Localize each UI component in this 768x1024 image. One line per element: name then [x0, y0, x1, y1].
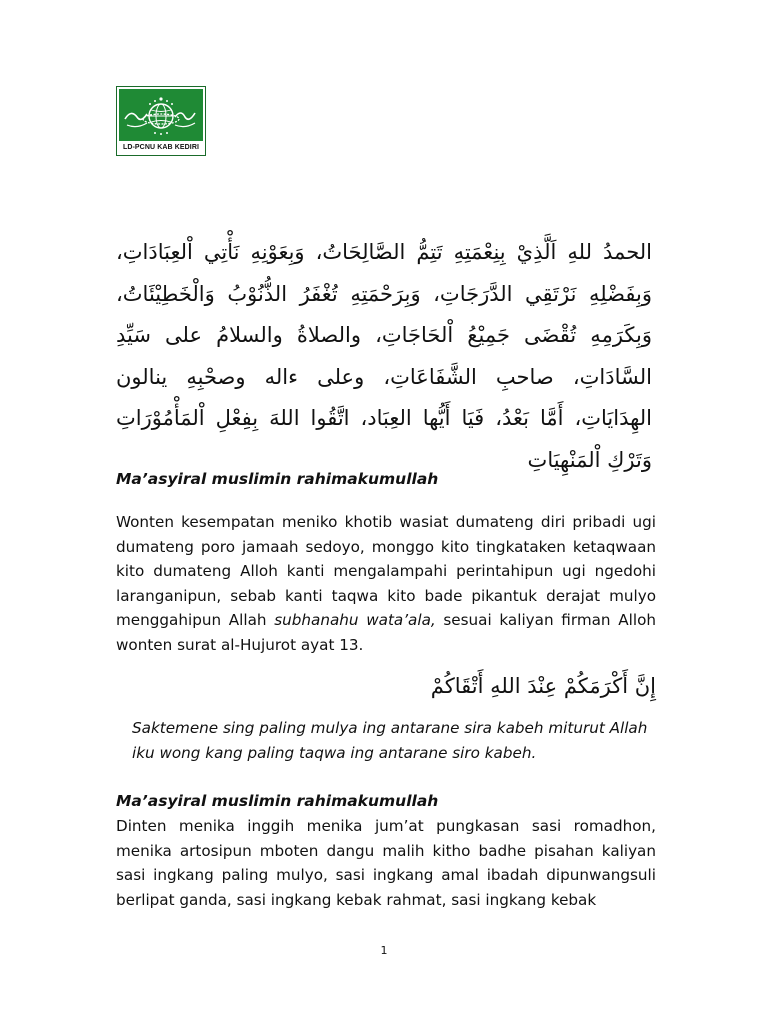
body-paragraph: Dinten menika inggih menika jum’at pungkasan sasi romadhon, menika artosipun mboten dangu malih kitho badhe pisahan kaliyan sasi ingkang paling mulyo, sasi ingkang amal ibadah dipunwangsuli berlipat ganda, sasi ingkang kebak rahmat, sasi ingkang kebak [116, 817, 656, 909]
page-number: 1 [380, 944, 388, 957]
body-paragraph [116, 510, 656, 657]
organization-logo [116, 86, 206, 156]
logo-emblem [119, 89, 203, 141]
section-heading: Ma’asyiral muslimin rahimakumullah [116, 792, 439, 810]
logo-caption: LD-PCNU KAB KEDIRI [122, 144, 200, 151]
paragraph-text: sesuai kaliyan firman Alloh wonten surat al-Hujurot ayat 13. [116, 611, 656, 654]
opening-prayer: الحمدُ للهِ اَلَّذِيْ بِنِعْمَتِهِ تَتِمُّ الصَّالِحَاتُ، وَبِعَوْنِهِ نَأْتِي اْلعِبَادَاتِ، وَبِفَضْلِهِ نَرْتَقِي الدَّرَجَاتِ، وَبِرَحْمَتِهِ تُغْفَرُ الذُّنُوْبُ وَالْخَطِيْئَاتُ، وَبِكَرَمِهِ تُقْضَى جَمِيْعُ اْلحَاجَاتِ، والصلاةُ والسلامُ على سَيِّدِ السَّادَاتِ، صاحبِ الشَّفَاعَاتِ، وعلى ءاله وصحْبِهِ ينالون الهِدَايَاتِ، أَمَّا بَعْدُ، فَيَا أَيُّها العِبَاد، اتَّقُوا اللهَ بِفِعْلِ اْلمَأْمُوْرَاتِ وَتَرْكِ اْلمَنْهِيَاتِ [116, 240, 652, 472]
quran-verse: إِنَّ أَكْرَمَكُمْ عِنْدَ اللهِ أَتْقَاكُمْ [430, 674, 656, 698]
section-heading: Ma’asyiral muslimin rahimakumullah [116, 470, 439, 488]
paragraph-emphasis: subhanahu wata’ala, [274, 611, 436, 629]
paragraph-text: Wonten kesempatan meniko khotib wasiat dumateng diri pribadi ugi dumateng poro jamaah sedoyo, monggo kito tingkataken ketaqwaan kito dumateng Alloh kanti mengalampahi perintahipun ugi ngedohi laranganipun, sebab kanti taqwa kito bade pikantuk derajat mulyo menggahipun Allah [116, 513, 656, 629]
verse-translation: Saktemene sing paling mulya ing antarane sira kabeh miturut Allah iku wong kang paling taqwa ing antarane siro kabeh. [132, 719, 648, 762]
nu-globe-emblem-icon [119, 89, 203, 141]
